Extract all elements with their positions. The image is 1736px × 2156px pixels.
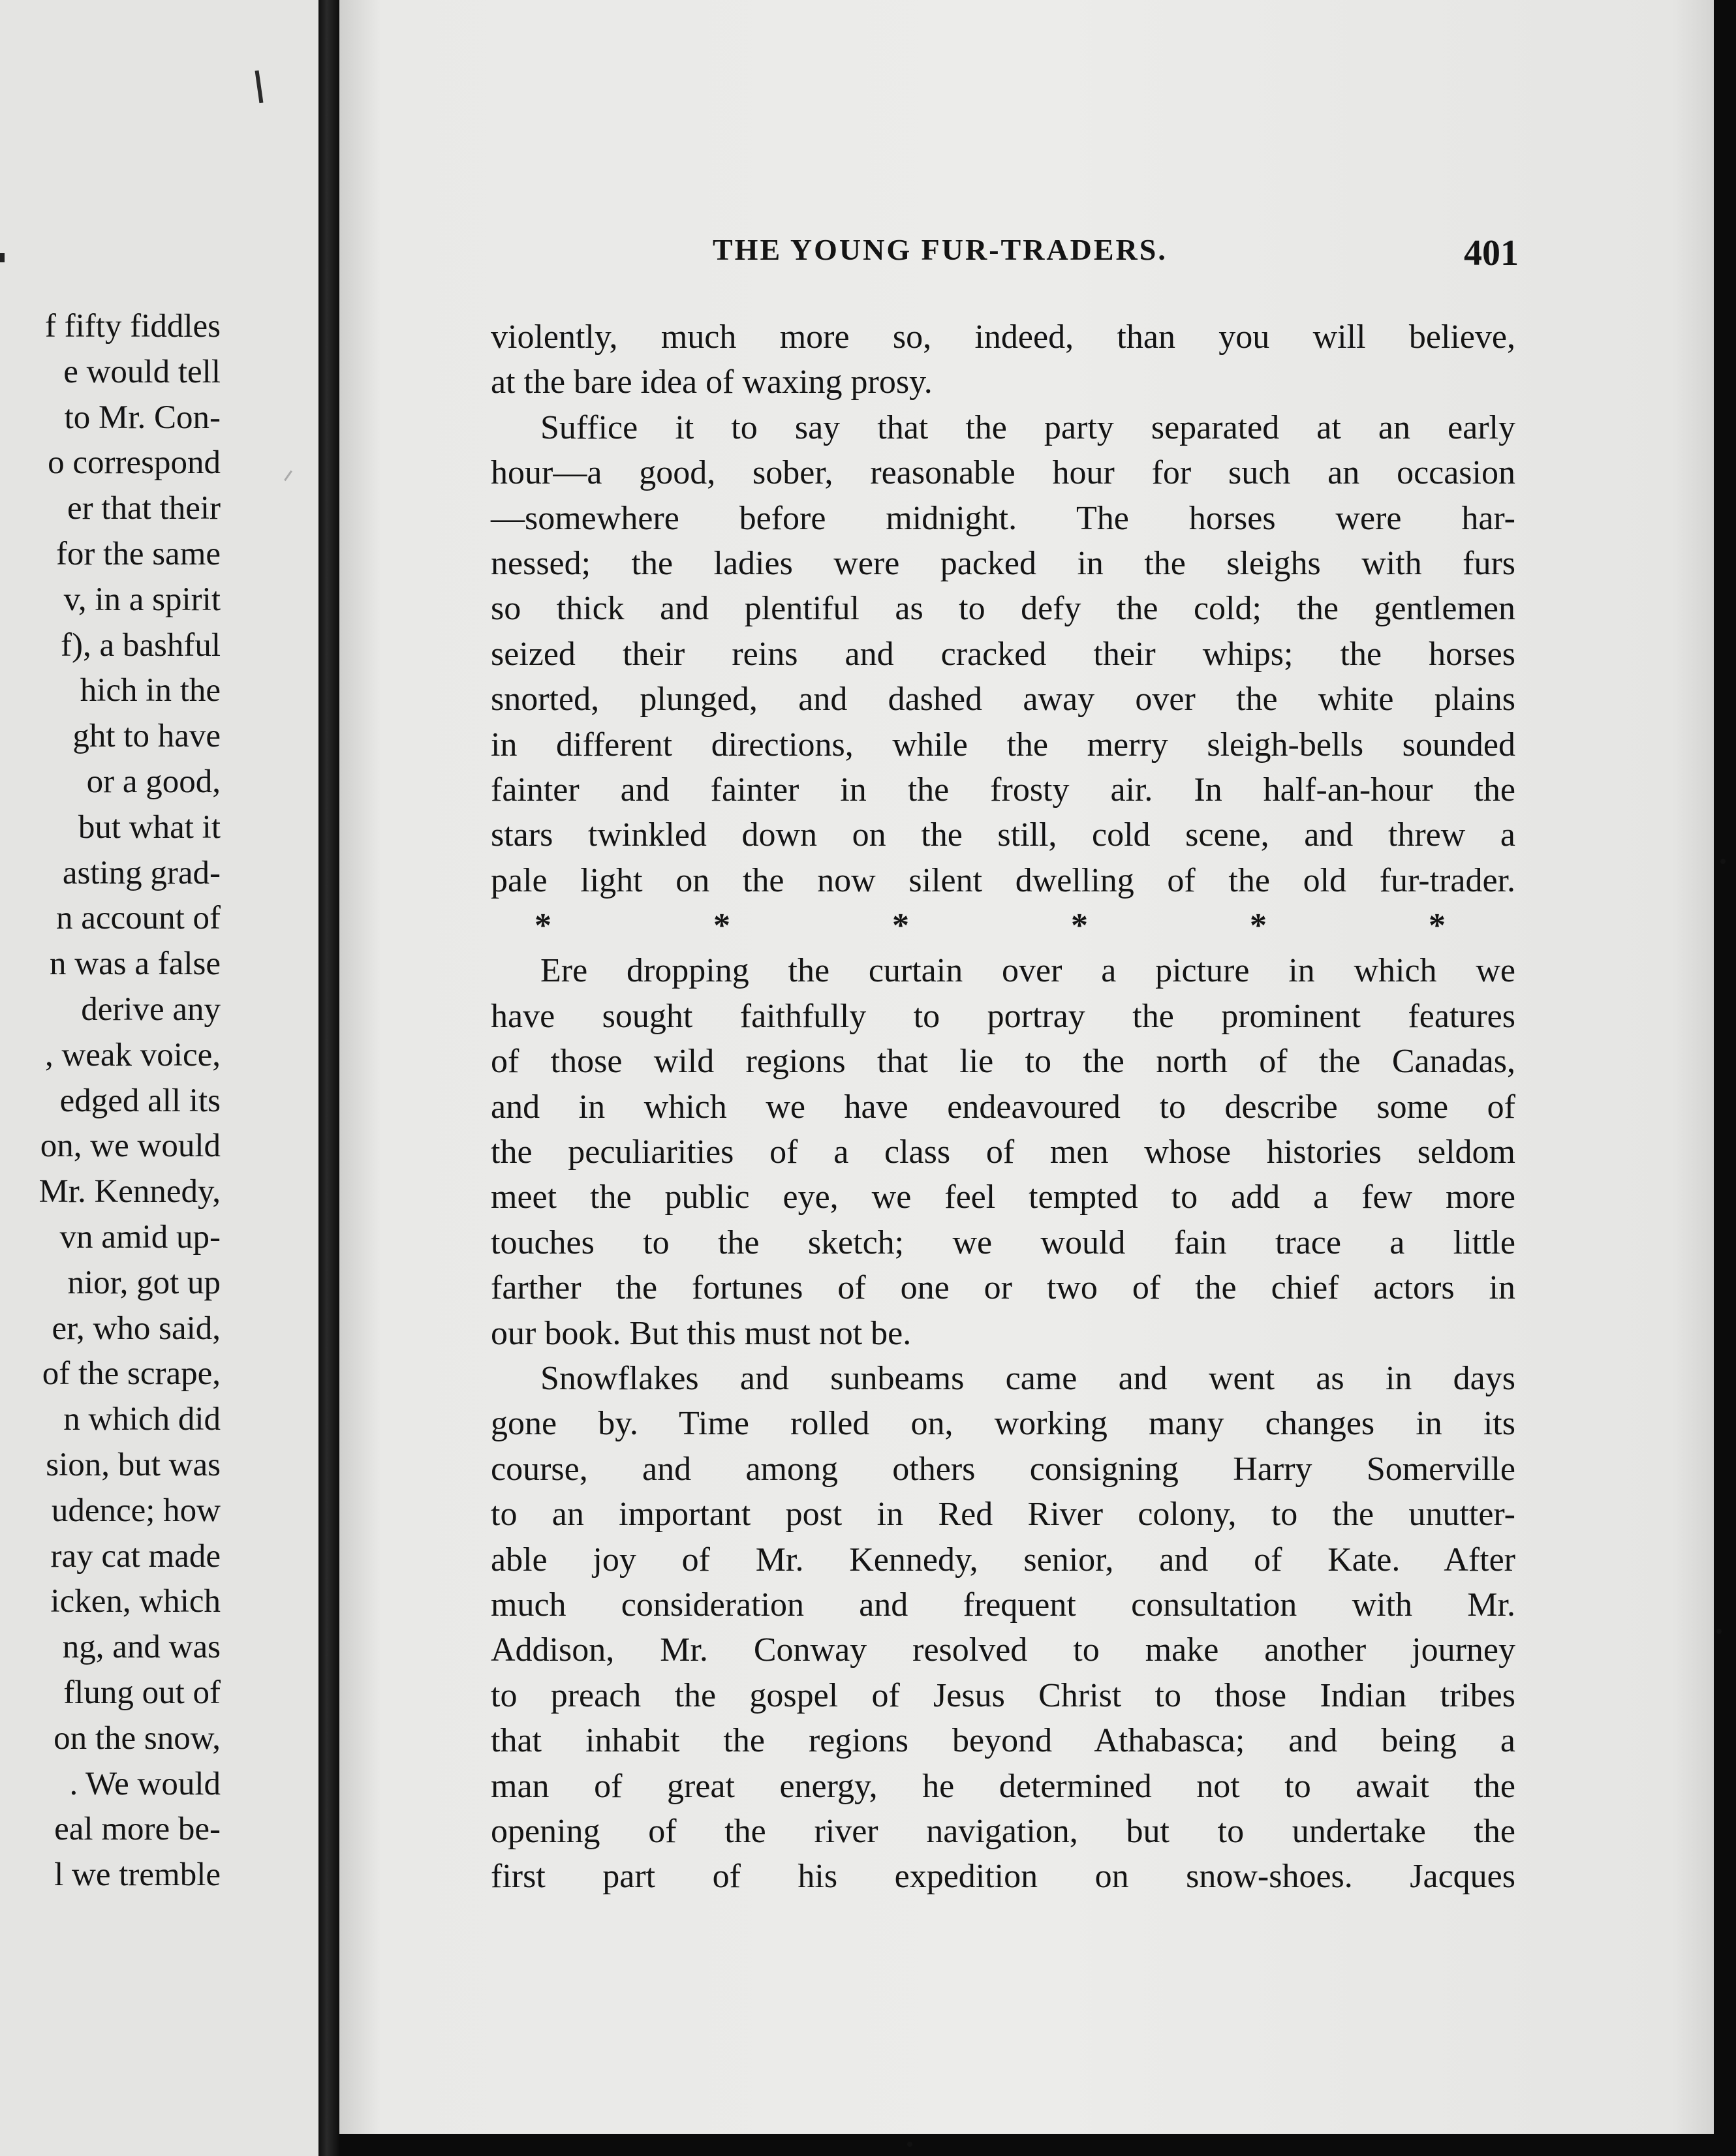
- text-line: , weak voice,: [44, 1036, 221, 1073]
- text-line: of the scrape,: [42, 1355, 221, 1393]
- book-gutter: [318, 0, 339, 2156]
- text-line: edged all its: [59, 1082, 221, 1119]
- text-line: to an important post in Red River colony, to the unutter-: [491, 1496, 1515, 1533]
- text-line: —somewhere before midnight. The horses were har-: [491, 499, 1515, 537]
- section-break: [491, 903, 1515, 948]
- scan-speck: [1716, 1629, 1722, 1634]
- text-line: for the same: [55, 535, 221, 572]
- text-line: vn amid up-: [59, 1218, 221, 1255]
- asterisk: *: [1429, 907, 1446, 945]
- text-line: f fifty fiddles: [44, 308, 221, 345]
- text-line: or a good,: [86, 763, 221, 800]
- text-line: course, and among others consigning Harry Somerville: [491, 1450, 1515, 1488]
- text-line: but what it: [78, 808, 221, 846]
- text-line: ght to have: [72, 718, 221, 755]
- text-line: fainter and fainter in the frosty air. In half-an-hour the: [491, 771, 1515, 808]
- text-line: asting grad-: [62, 854, 221, 891]
- text-line: hich in the: [80, 672, 221, 709]
- text-line: touches to the sketch; we would fain trace a little: [491, 1224, 1515, 1261]
- text-line: Snowflakes and sunbeams came and went as in days: [540, 1359, 1515, 1397]
- text-line: at the bare idea of waxing prosy.: [491, 363, 933, 401]
- running-head: [713, 232, 1519, 285]
- text-line: snorted, plunged, and dashed away over the white plains: [491, 681, 1515, 718]
- text-line: our book. But this must not be.: [491, 1314, 912, 1352]
- text-line: udence; how: [51, 1492, 221, 1529]
- page-number: 401: [1464, 233, 1519, 273]
- text-line: Ere dropping the curtain over a picture in which we: [540, 952, 1515, 990]
- text-line: man of great energy, he determined not to await the: [491, 1767, 1515, 1805]
- text-line: Mr. Kennedy,: [39, 1173, 221, 1210]
- text-line: o correspond: [48, 444, 221, 482]
- text-line: the peculiarities of a class of men whose histories seldom: [491, 1133, 1515, 1171]
- text-line: f), a bashful: [61, 626, 221, 664]
- text-line: violently, much more so, indeed, than you will believe,: [491, 318, 1515, 356]
- text-line: n account of: [55, 900, 221, 937]
- ink-mark: [0, 253, 5, 262]
- text-line: on, we would: [40, 1128, 221, 1165]
- text-line: to preach the gospel of Jesus Christ to those Indian tribes: [491, 1676, 1515, 1714]
- scan-speck: [1720, 859, 1726, 864]
- running-title: THE YOUNG FUR-TRADERS.: [713, 233, 1168, 266]
- text-line: derive any: [81, 991, 221, 1028]
- scan-speck: [907, 2142, 912, 2147]
- text-line: er, who said,: [52, 1310, 221, 1347]
- asterisk: *: [892, 907, 909, 945]
- text-line: first part of his expedition on snow-shoes. Jacques: [491, 1858, 1515, 1896]
- text-line: flung out of: [63, 1674, 221, 1711]
- text-line: that inhabit the regions beyond Athabasca; and being a: [491, 1722, 1515, 1760]
- text-line: hour—a good, sober, reasonable hour for such an occasion: [491, 454, 1515, 492]
- previous-page-text: [0, 304, 221, 1898]
- text-line: nessed; the ladies were packed in the sleighs with furs: [491, 544, 1515, 582]
- text-line: ray cat made: [50, 1537, 221, 1575]
- text-line: sion, but was: [46, 1446, 221, 1483]
- text-line: opening of the river navigation, but to undertake the: [491, 1812, 1515, 1850]
- text-line: so thick and plentiful as to defy the cold; the gentlemen: [491, 590, 1515, 628]
- text-line: able joy of Mr. Kennedy, senior, and of Kate. After: [491, 1541, 1515, 1578]
- text-line: n which did: [63, 1401, 221, 1438]
- text-line: e would tell: [63, 353, 221, 390]
- text-line: have sought faithfully to portray the prominent features: [491, 997, 1515, 1035]
- text-line: er that their: [67, 490, 221, 527]
- text-line: eal more be-: [54, 1811, 221, 1848]
- text-line: icken, which: [50, 1583, 221, 1620]
- text-line: Addison, Mr. Conway resolved to make another journey: [491, 1631, 1515, 1669]
- text-line: stars twinkled down on the still, cold scene, and threw a: [491, 816, 1515, 854]
- asterisk: *: [713, 907, 730, 945]
- text-line: gone by. Time rolled on, working many changes in its: [491, 1405, 1515, 1443]
- text-line: farther the fortunes of one or two of the chief actors in: [491, 1269, 1515, 1307]
- text-line: v, in a spirit: [63, 581, 221, 618]
- text-line: of those wild regions that lie to the north of the Canadas,: [491, 1043, 1515, 1081]
- text-line: . We would: [69, 1765, 221, 1802]
- text-line: meet the public eye, we feel tempted to add a few more: [491, 1178, 1515, 1216]
- text-line: ng, and was: [62, 1629, 221, 1666]
- text-line: nior, got up: [67, 1264, 221, 1301]
- text-line: pale light on the now silent dwelling of the old fur-trader.: [491, 861, 1515, 899]
- text-line: much consideration and frequent consultation with Mr.: [491, 1586, 1515, 1624]
- text-line: in different directions, while the merry sleigh-bells sounded: [491, 726, 1515, 763]
- text-line: seized their reins and cracked their whips; the horses: [491, 635, 1515, 673]
- text-line: n was a false: [50, 946, 221, 983]
- text-line: to Mr. Con-: [64, 399, 221, 436]
- asterisk: *: [1071, 907, 1088, 945]
- asterisk: *: [1250, 907, 1267, 945]
- ink-mark: [255, 70, 264, 103]
- scan-border: [339, 2134, 1714, 2156]
- text-line: l we tremble: [54, 1856, 221, 1894]
- text-line: on the snow,: [54, 1719, 221, 1757]
- paper-crease: [284, 470, 292, 481]
- text-line: Suffice it to say that the party separated at an early: [540, 408, 1515, 446]
- text-line: and in which we have endeavoured to describe some of: [491, 1088, 1515, 1126]
- page-body: [491, 315, 1515, 1900]
- asterisk: *: [535, 907, 551, 945]
- previous-page-fragment: [0, 0, 318, 2156]
